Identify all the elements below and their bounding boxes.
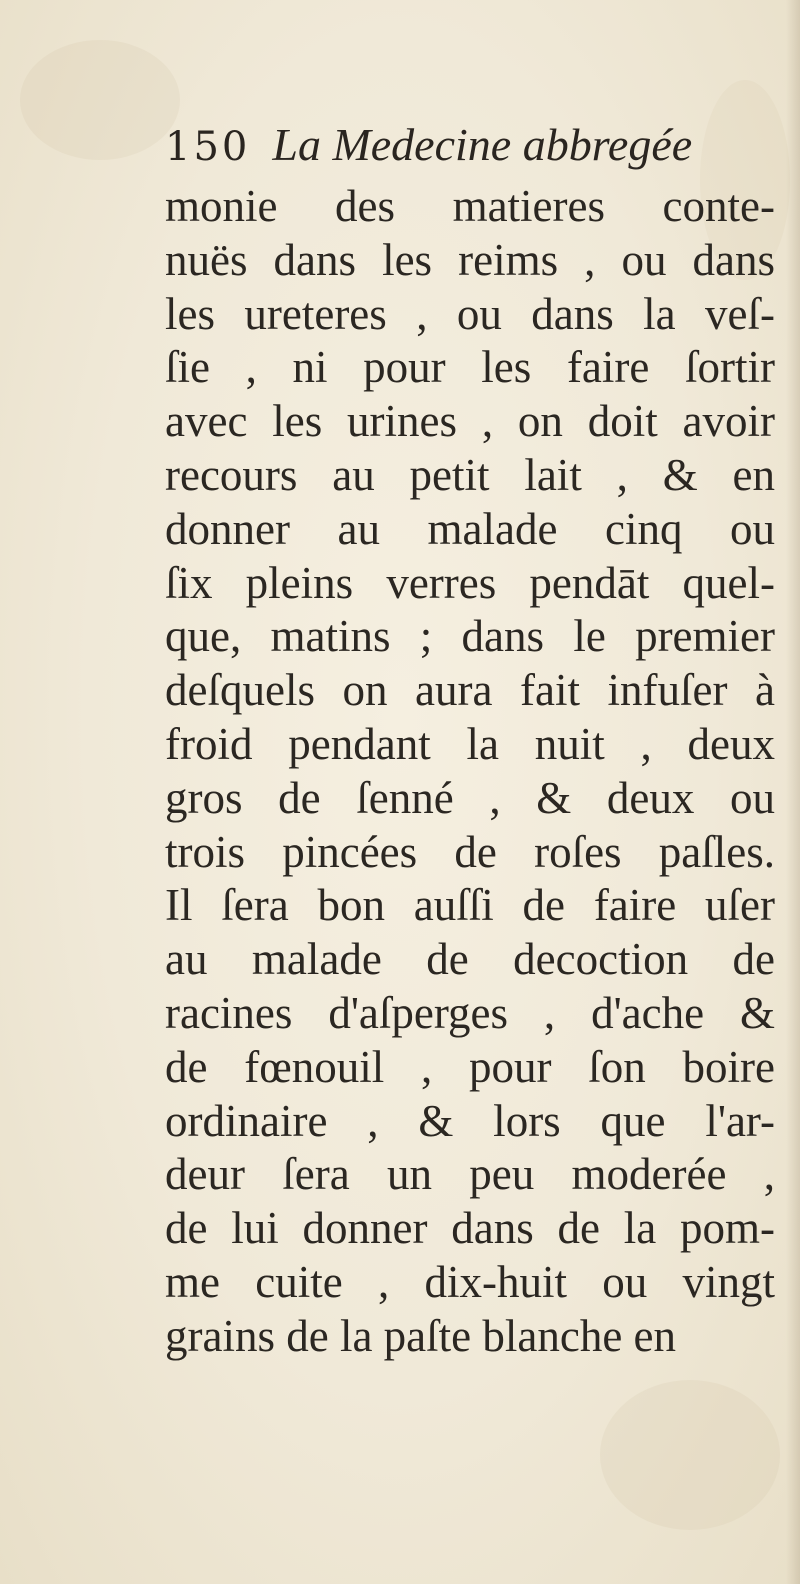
page-header xyxy=(165,118,692,180)
paper-stain xyxy=(20,40,180,160)
text-line: ordinaire , & lors que l'ar- xyxy=(165,1095,775,1146)
text-line: deſquels on aura fait infuſer à xyxy=(165,665,775,716)
text-line: Il ſera bon auſſi de faire uſer xyxy=(165,880,775,931)
text-line: grains de la paſte blanche en xyxy=(165,1310,677,1361)
page-number: 150 xyxy=(165,124,251,170)
text-line: monie des matieres conte- xyxy=(165,181,775,231)
text-line: au malade de decoction de xyxy=(165,934,775,985)
text-line: me cuite , dix-huit ou vingt xyxy=(165,1256,775,1307)
paper-stain xyxy=(600,1380,780,1530)
text-line: que, matins ; dans le premier xyxy=(165,611,775,662)
running-title: La Medecine abbregée xyxy=(272,119,693,170)
text-line: ſix pleins verres pendāt quel- xyxy=(165,557,775,608)
text-line: de fœnouil , pour ſon boire xyxy=(165,1041,775,1092)
text-line: nuës dans les reims , ou dans xyxy=(165,234,775,285)
page-edge-shadow xyxy=(786,0,800,1584)
text-line: gros de ſenné , & deux ou xyxy=(165,772,775,823)
text-line: froid pendant la nuit , deux xyxy=(165,718,775,769)
text-line: donner au malade cinq ou xyxy=(165,503,775,554)
text-line: avec les urines , on doit avoir xyxy=(165,396,775,447)
text-line: deur ſera un peu moderée , xyxy=(165,1149,775,1200)
body-text xyxy=(165,180,775,1364)
text-line: de lui donner dans de la pom- xyxy=(165,1203,775,1254)
text-line: recours au petit lait , & en xyxy=(165,449,775,500)
text-line: ſie , ni pour les faire ſortir xyxy=(165,342,775,393)
text-line: les ureteres , ou dans la veſ- xyxy=(165,288,775,339)
text-line: trois pincées de roſes paſles. xyxy=(165,826,775,877)
text-line: racines d'aſperges , d'ache & xyxy=(165,987,775,1038)
